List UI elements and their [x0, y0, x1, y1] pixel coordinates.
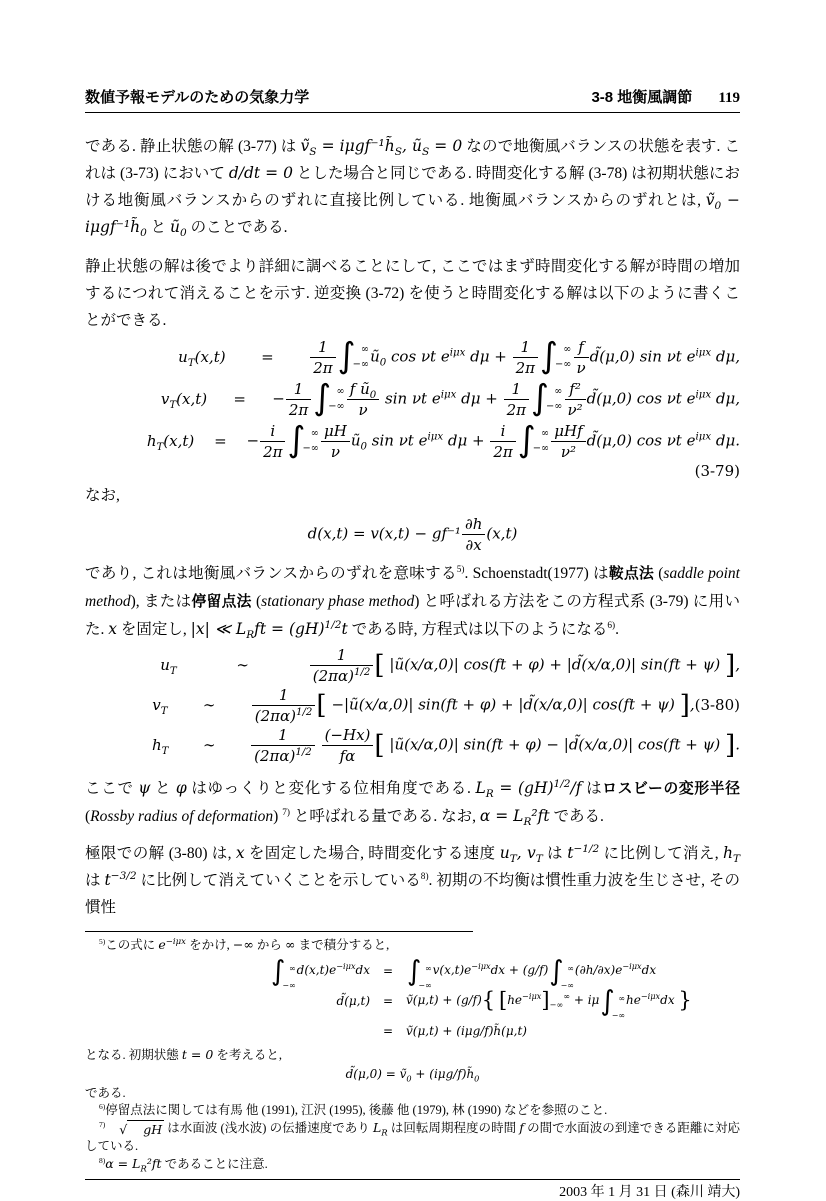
footnote-7-text: √ gH は水面波 (浅水波) の伝播速度であり $L_R$ は回転周期程度の時間 f の間で水面波の到達できる距離に対応している.: [85, 1120, 740, 1153]
fraction: $\frac{\text{f²}}{\text{ν²}}$: [564, 380, 587, 419]
header-rule: [85, 112, 740, 113]
inline-math: |x| ≪ $L_Rft = (gH)^{1/2}t$: [190, 618, 348, 642]
delimiter: ]: [724, 649, 736, 680]
footnote-rule: [85, 931, 473, 932]
nao-line: なお,: [85, 487, 120, 504]
equation-number: (3-80): [694, 696, 740, 714]
equation-line: $u_T(x,t)$ = $\frac{1}{2\pi}$ ∫ ∞ −∞ $ũ_0$ cos νt $e^{i\mu x}$ dμ + $\frac{1}{2\pi}$ ∫ ∞ −∞ $\frac{f}{\nu}$ d̃(μ,0) sin νt $e^{i\mu x}$ dμ,: [178, 336, 740, 377]
fraction: $\frac{\mu H}{\nu}$: [320, 422, 351, 461]
date-signature: 2003 年 1 月 31 日 (森川 靖大): [559, 1184, 740, 1200]
inline-math: $\alpha = L_R^2ft$: [105, 1155, 162, 1174]
equation-line: d̃(μ,t) = ṽ(μ,t) + (g/f){ $[he^{-i\mu x}]_{-\infty}^\infty + i\mu$ ∫ ∞ −∞ $he^{-i\mu x}dx$ }: [336, 984, 692, 1021]
equation-line: $u_T$ ∼ $\frac{1}{(2\pi\alpha)^{1/2}}$ [ |ũ(x/α,0)| cos(ft + φ) + |d̃(x/α,0)| sin(ft + ψ) ],: [160, 645, 740, 685]
inline-math: $L_R = (gH)^{1/2}/f$: [475, 777, 582, 801]
delimiter: ]: [679, 689, 690, 720]
fraction: $\frac{f ũ_0}{\nu}$: [346, 380, 380, 419]
footnote-reference: 8): [420, 871, 429, 882]
fraction: $\frac{1}{2\pi}$: [503, 380, 530, 419]
page-header: [85, 86, 740, 107]
delimiter: [: [316, 689, 327, 720]
inline-math: x: [235, 844, 245, 862]
fraction: $\frac{1}{(2\pi\alpha)^{1/2}}$: [251, 686, 317, 725]
equation-number: (3-79): [694, 462, 740, 480]
fraction: $\frac{i}{2\pi}$: [489, 422, 516, 461]
integral: ∫ ∞ −∞: [271, 954, 296, 991]
footnote-7-marker: 7): [99, 1119, 106, 1129]
integral: ∫ ∞ −∞: [287, 420, 319, 461]
paragraph-5: 極限での解 (3-80) は, x を固定した場合, 時間変化する速度 $u_T$, $v_T$ は $t^{-1/2}$ に比例して消え, $h_T$ は $t^{-3/2}$ に比例して消えていくことを示している$^{8)}$. 初期の不均衡は慣性重力波を生じさせ, その慣性: [85, 842, 740, 916]
inline-math: f: [519, 1120, 524, 1135]
footnote-8-marker: 8): [99, 1155, 106, 1165]
delimiter: [: [374, 729, 385, 760]
equation-line: $v_T$ ∼ $\frac{1}{(2\pi\alpha)^{1/2}}$ [ −|ũ(x/α,0)| sin(ft + φ) + |d̃(x/α,0)| cos(ft + ψ) ], (3-80): [152, 685, 740, 725]
inline-math: $u_T$, $v_T$: [499, 844, 543, 866]
delimiter: }: [678, 988, 692, 1013]
equation-line: ∫ ∞ −∞ $d(x,t)e^{-i\mu x}dx$ = ∫ ∞ −∞ $v(x,t)e^{-i\mu x}dx + (g/f)$ ∫ ∞ −∞ $(\partial h/\partial x)e^{-i\mu x}dx$: [271, 954, 657, 991]
delimiter: {: [481, 988, 496, 1013]
paragraph-3: であり, これは地衡風バランスからのずれを意味する$^{5)}$. Schoenstadt(1977) は鞍点法 (saddle point method), または停留点法 (stationary phase method) と呼ばれる方法をこの方程式系 (3-79) に用いた. x を固定し, |x| ≪ $L_Rft = (gH)^{1/2}t$ である時, 方程式は以下のようになる$^{6)}$.: [85, 564, 740, 642]
fraction: $\frac{\partial h}{\partial x}$: [461, 515, 486, 554]
paragraph-1: である. 静止状態の解 (3-77) は ṽ$_S$ = $i\mu gf^{-1}h̃_S$, $ũ_S = 0$ なので地衡風バランスの状態を表す. これは (3-73) において d/dt = 0 とした場合と同じである. 時間変化する解 (3-78) は初期状態における地衡風バランスからのずれに直接比例している. 地衡風バランスからのずれとは, ṽ$_0$ − $i\mu gf^{-1}h̃_0$ と $ũ_0$ のことである.: [85, 137, 740, 240]
footnote-reference: 6): [607, 620, 616, 631]
integral: ∫ ∞ −∞: [517, 420, 550, 461]
footnote-5: [85, 936, 740, 954]
footnote-6-marker: 6): [99, 1101, 106, 1111]
inline-math: $t^{-1/2}$: [567, 842, 600, 862]
integral: ∫ ∞ −∞: [407, 954, 432, 991]
page-number: 119: [718, 90, 740, 106]
footnote-5-outro: である.: [85, 1086, 126, 1100]
inline-math: ṽ$_S$ = $i\mu gf^{-1}h̃_S$, $ũ_S = 0$: [300, 137, 463, 159]
fraction: $\frac{1}{(2\pi\alpha)^{1/2}}$: [250, 726, 316, 765]
inline-math: ψ: [138, 779, 151, 797]
inline-math: ṽ$_0$ − $i\mu gf^{-1}h̃_0$: [85, 191, 740, 240]
footnote-reference: 5): [456, 564, 465, 575]
delimiter: [: [374, 649, 385, 680]
integral: ∫ ∞ −∞: [549, 954, 574, 991]
inline-math: d/dt = 0: [228, 164, 293, 182]
inline-math: [105, 1120, 164, 1135]
equation-line: $h_T(x,t)$ = − $\frac{i}{2\pi}$ ∫ ∞ −∞ $\frac{\mu H}{\nu}$ $ũ_0$ sin νt $e^{i\mu x}$ dμ + $\frac{i}{2\pi}$ ∫ ∞ −∞ $\frac{\text{μHf}}{\text{ν²}}$ d̃(μ,0) cos νt $e^{i\mu x}$ dμ.: [146, 420, 740, 461]
footnote-5-equation-2: d̃(μ,0) = ṽ$_0$ + $(i\mu g/f)h̃_0$: [345, 1067, 480, 1084]
fraction: $\frac{1}{2\pi}$: [285, 380, 312, 419]
fraction: $\frac{1}{2\pi}$: [512, 338, 539, 377]
footnote-5-text: この式に $e^{-i\mu x}$ をかけ, −∞ から ∞ まで積分すると,: [105, 936, 390, 952]
fraction: $\frac{(-Hx)}{f\alpha}$: [321, 726, 375, 765]
inline-math: −∞: [232, 937, 254, 952]
equation-line: = ṽ(μ,t) + (iμg/f)h̃(μ,t): [382, 1023, 527, 1038]
inline-math: $t^{-3/2}$: [104, 869, 137, 889]
footnote-5-equations: [190, 956, 740, 1046]
paragraph-2: 静止状態の解は後でより詳細に調べることにして, ここではまず時間変化する解が時間の増加するにつれて消えることを示す. 逆変換 (3-72) を使うと時間変化する解は以下のように書くことができる.: [85, 258, 740, 329]
inline-math: t = 0: [181, 1047, 214, 1062]
inline-math: ∞: [285, 937, 296, 952]
equation-line: $v_T(x,t)$ = − $\frac{1}{2\pi}$ ∫ ∞ −∞ $\frac{f ũ_0}{\nu}$ sin νt $e^{i\mu x}$ dμ + $\frac{1}{2\pi}$ ∫ ∞ −∞ $\frac{\text{f²}}{\text{ν²}}$ d̃(μ,0) cos νt $e^{i\mu x}$ dμ,: [160, 378, 740, 419]
delimiter: [: [499, 988, 508, 1013]
sqrt: √ gH: [119, 1121, 163, 1137]
footnotes-area: [85, 936, 740, 1173]
page-footer: [85, 1180, 740, 1201]
inline-math: $e^{-i\mu x}$: [158, 936, 186, 952]
footnote-6: [85, 1102, 740, 1119]
inline-math: φ: [175, 779, 187, 797]
header-right: [591, 86, 740, 107]
footnote-5-mid: となる. 初期状態 t = 0 を考えると,: [85, 1047, 283, 1062]
fraction: $\frac{i}{2\pi}$: [259, 422, 286, 461]
footnote-8-text: $\alpha = L_R^2ft$ であることに注意.: [105, 1155, 268, 1174]
section-label: 3-8 地衡風調節: [591, 89, 693, 106]
integral: ∫ ∞ −∞: [531, 378, 563, 419]
delimiter: ]: [724, 729, 736, 760]
inline-math: $L_R$: [372, 1120, 388, 1139]
inline-math: $\alpha = L_R^2ft$: [479, 807, 550, 829]
paragraph-4: ここで ψ と φ はゆっくりと変化する位相角度である. $L_R = (gH)^{1/2}/f$ はロスビーの変形半径 (Rossby radius of deformation) $^{7)}$ と呼ばれる量である. なお, $\alpha = L_R^2ft$ である.: [85, 777, 740, 829]
integral: ∫ ∞ −∞: [337, 336, 370, 377]
running-title: 数値予報モデルのための気象力学: [85, 89, 310, 106]
inline-math: $ũ_0$: [170, 218, 187, 240]
inline-math: $h_T$: [722, 844, 740, 866]
fraction: $\frac{1}{2\pi}$: [309, 338, 336, 377]
fraction: $\frac{f}{\nu}$: [573, 338, 590, 377]
equation-d-definition: d(x,t) = v(x,t) − gf⁻¹ $\frac{\partial h}{\partial x}$ (x,t): [307, 515, 518, 554]
integral: ∫ ∞ −∞: [600, 984, 625, 1021]
delimiter: ]: [541, 988, 550, 1013]
fraction: $\frac{\text{μHf}}{\text{ν²}}$: [550, 422, 586, 461]
inline-math: x: [108, 620, 118, 638]
footnote-7: [85, 1119, 740, 1155]
footnote-6-text: 停留点法に関しては有馬 他 (1991), 江沢 (1995), 後藤 他 (1979), 林 (1990) などを参照のこと.: [105, 1103, 608, 1117]
integral: ∫ ∞ −∞: [540, 336, 572, 377]
equation-line: $h_T$ ∼ $\frac{1}{(2\pi\alpha)^{1/2}}$ $\frac{(-Hx)}{f\alpha}$ [ |ũ(x/α,0)| sin(ft + φ) − |d̃(x/α,0)| cos(ft + ψ) ].: [152, 725, 740, 765]
footnote-5-marker: 5): [99, 936, 106, 946]
equation-3-80: [152, 645, 740, 765]
fraction: $\frac{1}{(2\pi\alpha)^{1/2}}$: [309, 646, 375, 685]
footnote-8: [85, 1155, 740, 1173]
integral: ∫ ∞ −∞: [313, 378, 345, 419]
footnote-reference: 7): [282, 807, 290, 818]
equation-3-79: [142, 336, 740, 480]
